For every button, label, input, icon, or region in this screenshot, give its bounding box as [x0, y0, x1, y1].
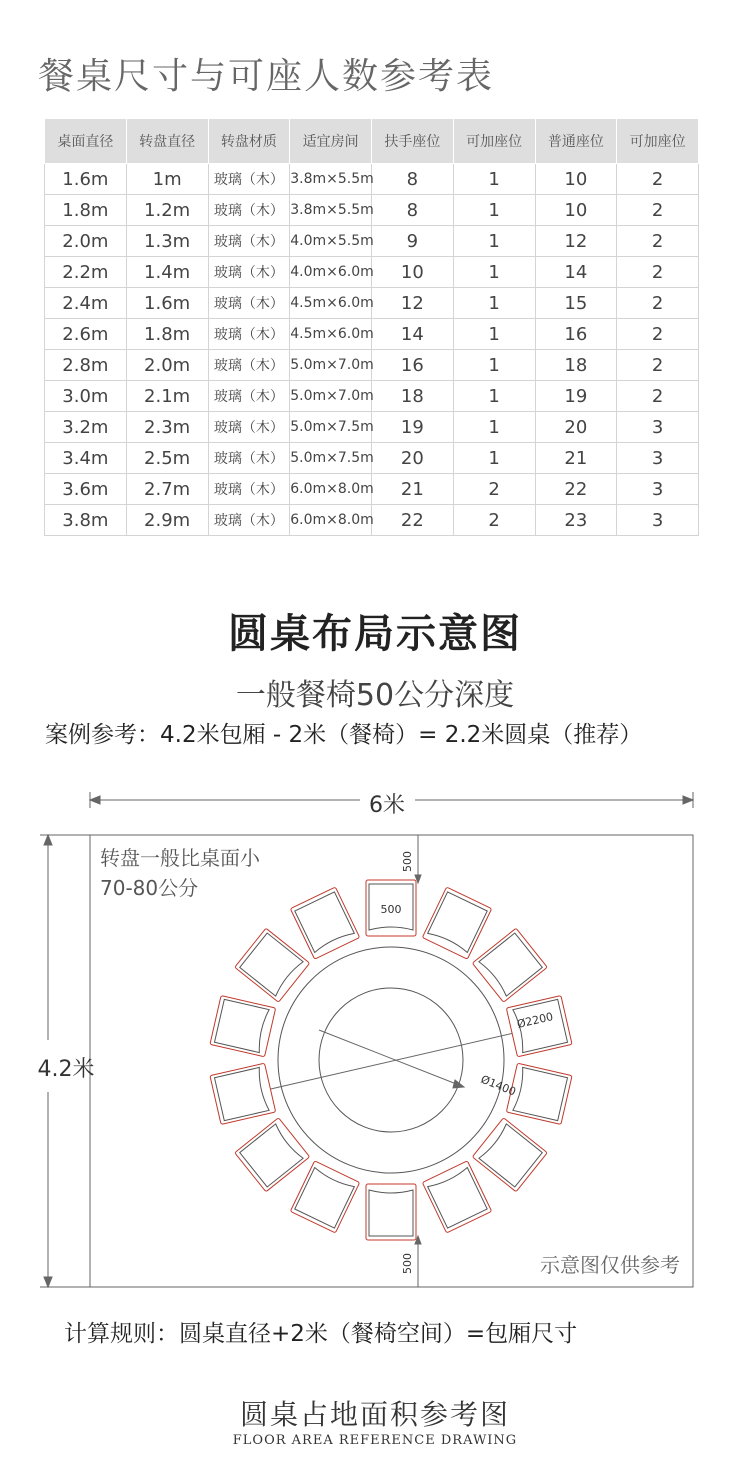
cell-armchair-seats: 9	[372, 226, 454, 257]
cell-extra-seats: 1	[453, 412, 535, 443]
table-row	[45, 226, 699, 257]
cell-extra-seats: 1	[453, 257, 535, 288]
cell-turntable-material: 玻璃（木）	[208, 381, 290, 412]
cell-room-size: 4.5m×6.0m	[290, 288, 372, 319]
cell-turntable-material: 玻璃（木）	[208, 226, 290, 257]
table-row	[45, 350, 699, 381]
cell-table-diameter: 2.2m	[45, 257, 127, 288]
cell-extra-seats-2: 3	[617, 474, 699, 505]
layout-title: 圆桌布局示意图	[228, 610, 522, 657]
cell-turntable-material: 玻璃（木）	[208, 195, 290, 226]
cell-turntable-material: 玻璃（木）	[208, 164, 290, 195]
chair	[472, 1118, 547, 1192]
layout-subtitle: 一般餐椅50公分深度	[235, 678, 515, 713]
calculation-rule: 计算规则：圆桌直径+2米（餐椅空间）=包厢尺寸	[64, 1321, 578, 1347]
cell-room-size: 5.0m×7.0m	[290, 381, 372, 412]
cell-extra-seats: 1	[453, 350, 535, 381]
cell-turntable-material: 玻璃（木）	[208, 288, 290, 319]
top-gap-label: 500	[401, 851, 414, 872]
cell-armchair-seats: 16	[372, 350, 454, 381]
chair	[422, 887, 491, 959]
example-text: 案例参考：4.2米包厢 - 2米（餐椅）= 2.2米圆桌（推荐）	[45, 722, 643, 748]
cell-turntable-diameter: 1.2m	[126, 195, 208, 226]
cell-extra-seats-2: 2	[617, 381, 699, 412]
table-top-circle	[278, 947, 504, 1173]
chair	[290, 887, 359, 959]
cell-turntable-diameter: 2.5m	[126, 443, 208, 474]
cell-regular-seats: 23	[535, 505, 617, 536]
cell-table-diameter: 1.8m	[45, 195, 127, 226]
height-arrow-bottom	[44, 1277, 52, 1287]
table-body	[45, 164, 699, 536]
table-row	[45, 288, 699, 319]
table-row	[45, 474, 699, 505]
cell-regular-seats: 12	[535, 226, 617, 257]
cell-turntable-material: 玻璃（木）	[208, 319, 290, 350]
cell-room-size: 4.0m×6.0m	[290, 257, 372, 288]
cell-room-size: 5.0m×7.5m	[290, 443, 372, 474]
cell-turntable-diameter: 2.1m	[126, 381, 208, 412]
cell-armchair-seats: 18	[372, 381, 454, 412]
cell-extra-seats-2: 3	[617, 443, 699, 474]
table-row	[45, 381, 699, 412]
cell-armchair-seats: 10	[372, 257, 454, 288]
note-line-1: 转盘一般比桌面小	[100, 846, 260, 870]
cell-room-size: 6.0m×8.0m	[290, 505, 372, 536]
cell-extra-seats: 1	[453, 226, 535, 257]
chair-width-label: 500	[380, 903, 402, 916]
cell-table-diameter: 2.4m	[45, 288, 127, 319]
cell-regular-seats: 20	[535, 412, 617, 443]
turntable-diameter-arrow	[453, 1080, 464, 1088]
table-diameter-label: Ø2200	[515, 1010, 555, 1031]
cell-extra-seats-2: 3	[617, 412, 699, 443]
disclaimer-text: 示意图仅供参考	[540, 1253, 680, 1277]
cell-table-diameter: 3.2m	[45, 412, 127, 443]
height-arrow-top	[44, 835, 52, 845]
cell-turntable-diameter: 2.7m	[126, 474, 208, 505]
chair	[506, 1063, 572, 1124]
cell-table-diameter: 3.6m	[45, 474, 127, 505]
cell-armchair-seats: 19	[372, 412, 454, 443]
size-table	[44, 118, 699, 536]
width-arrow-left	[90, 796, 100, 804]
chair	[506, 996, 572, 1057]
cell-extra-seats: 1	[453, 381, 535, 412]
header-extra-seats: 可加座位	[453, 119, 535, 164]
table-row	[45, 195, 699, 226]
cell-extra-seats: 1	[453, 164, 535, 195]
turntable-circle	[319, 988, 463, 1132]
cell-extra-seats-2: 2	[617, 319, 699, 350]
cell-turntable-diameter: 2.3m	[126, 412, 208, 443]
cell-regular-seats: 21	[535, 443, 617, 474]
cell-armchair-seats: 14	[372, 319, 454, 350]
width-arrow-right	[683, 796, 693, 804]
footer-title: 圆桌占地面积参考图	[239, 1398, 510, 1431]
cell-room-size: 3.8m×5.5m	[290, 195, 372, 226]
cell-regular-seats: 14	[535, 257, 617, 288]
cell-turntable-diameter: 1.4m	[126, 257, 208, 288]
cell-turntable-diameter: 2.0m	[126, 350, 208, 381]
table-row	[45, 164, 699, 195]
cell-extra-seats: 1	[453, 288, 535, 319]
cell-room-size: 5.0m×7.0m	[290, 350, 372, 381]
height-label: 4.2米	[37, 1057, 95, 1082]
header-regular-seats: 普通座位	[535, 119, 617, 164]
table-row	[45, 412, 699, 443]
cell-armchair-seats: 8	[372, 195, 454, 226]
header-armchair-seats: 扶手座位	[372, 119, 454, 164]
cell-room-size: 6.0m×8.0m	[290, 474, 372, 505]
chair	[422, 1161, 491, 1233]
chair	[235, 928, 310, 1002]
header-extra-seats-2: 可加座位	[617, 119, 699, 164]
cell-turntable-diameter: 2.9m	[126, 505, 208, 536]
cell-turntable-material: 玻璃（木）	[208, 350, 290, 381]
cell-extra-seats-2: 3	[617, 505, 699, 536]
cell-table-diameter: 2.0m	[45, 226, 127, 257]
cell-armchair-seats: 12	[372, 288, 454, 319]
cell-room-size: 3.8m×5.5m	[290, 164, 372, 195]
cell-extra-seats-2: 2	[617, 257, 699, 288]
bottom-gap-label: 500	[401, 1253, 414, 1274]
cell-extra-seats: 2	[453, 505, 535, 536]
turntable-diameter-line	[319, 1030, 464, 1087]
table-row	[45, 443, 699, 474]
chair	[235, 1118, 310, 1192]
cell-extra-seats: 1	[453, 195, 535, 226]
header-turntable-material: 转盘材质	[208, 119, 290, 164]
cell-turntable-material: 玻璃（木）	[208, 443, 290, 474]
chair	[210, 996, 276, 1057]
cell-regular-seats: 10	[535, 164, 617, 195]
cell-extra-seats-2: 2	[617, 195, 699, 226]
cell-room-size: 4.5m×6.0m	[290, 319, 372, 350]
chair	[210, 1063, 276, 1124]
cell-turntable-diameter: 1.3m	[126, 226, 208, 257]
cell-armchair-seats: 8	[372, 164, 454, 195]
cell-regular-seats: 22	[535, 474, 617, 505]
table-row	[45, 257, 699, 288]
floor-diagram	[0, 780, 750, 1300]
note-line-2: 70-80公分	[100, 876, 199, 900]
footer-subtitle: FLOOR AREA REFERENCE DRAWING	[232, 1433, 518, 1448]
page-title: 餐桌尺寸与可座人数参考表	[38, 56, 495, 97]
table-header-row	[45, 119, 699, 164]
cell-extra-seats: 1	[453, 319, 535, 350]
cell-extra-seats: 2	[453, 474, 535, 505]
cell-extra-seats-2: 2	[617, 288, 699, 319]
header-table-diameter: 桌面直径	[45, 119, 127, 164]
header-turntable-diameter: 转盘直径	[126, 119, 208, 164]
cell-turntable-diameter: 1.8m	[126, 319, 208, 350]
width-label: 6米	[369, 793, 405, 818]
cell-extra-seats: 1	[453, 443, 535, 474]
cell-turntable-material: 玻璃（木）	[208, 505, 290, 536]
chairs-group	[210, 880, 572, 1240]
cell-turntable-diameter: 1.6m	[126, 288, 208, 319]
cell-turntable-material: 玻璃（木）	[208, 474, 290, 505]
cell-turntable-material: 玻璃（木）	[208, 257, 290, 288]
cell-armchair-seats: 21	[372, 474, 454, 505]
cell-turntable-diameter: 1m	[126, 164, 208, 195]
cell-regular-seats: 10	[535, 195, 617, 226]
cell-turntable-material: 玻璃（木）	[208, 412, 290, 443]
cell-regular-seats: 16	[535, 319, 617, 350]
cell-table-diameter: 2.6m	[45, 319, 127, 350]
cell-extra-seats-2: 2	[617, 226, 699, 257]
chair	[366, 1184, 416, 1240]
table-row	[45, 319, 699, 350]
cell-room-size: 4.0m×5.5m	[290, 226, 372, 257]
cell-table-diameter: 3.8m	[45, 505, 127, 536]
cell-armchair-seats: 22	[372, 505, 454, 536]
cell-extra-seats-2: 2	[617, 350, 699, 381]
turntable-diameter-label: Ø1400	[478, 1072, 518, 1099]
cell-regular-seats: 19	[535, 381, 617, 412]
chair	[290, 1161, 359, 1233]
cell-regular-seats: 18	[535, 350, 617, 381]
cell-table-diameter: 3.0m	[45, 381, 127, 412]
chair	[472, 928, 547, 1002]
cell-room-size: 5.0m×7.5m	[290, 412, 372, 443]
cell-regular-seats: 15	[535, 288, 617, 319]
cell-extra-seats-2: 2	[617, 164, 699, 195]
header-room-size: 适宜房间	[290, 119, 372, 164]
table-row	[45, 505, 699, 536]
cell-table-diameter: 1.6m	[45, 164, 127, 195]
cell-armchair-seats: 20	[372, 443, 454, 474]
cell-table-diameter: 2.8m	[45, 350, 127, 381]
cell-table-diameter: 3.4m	[45, 443, 127, 474]
